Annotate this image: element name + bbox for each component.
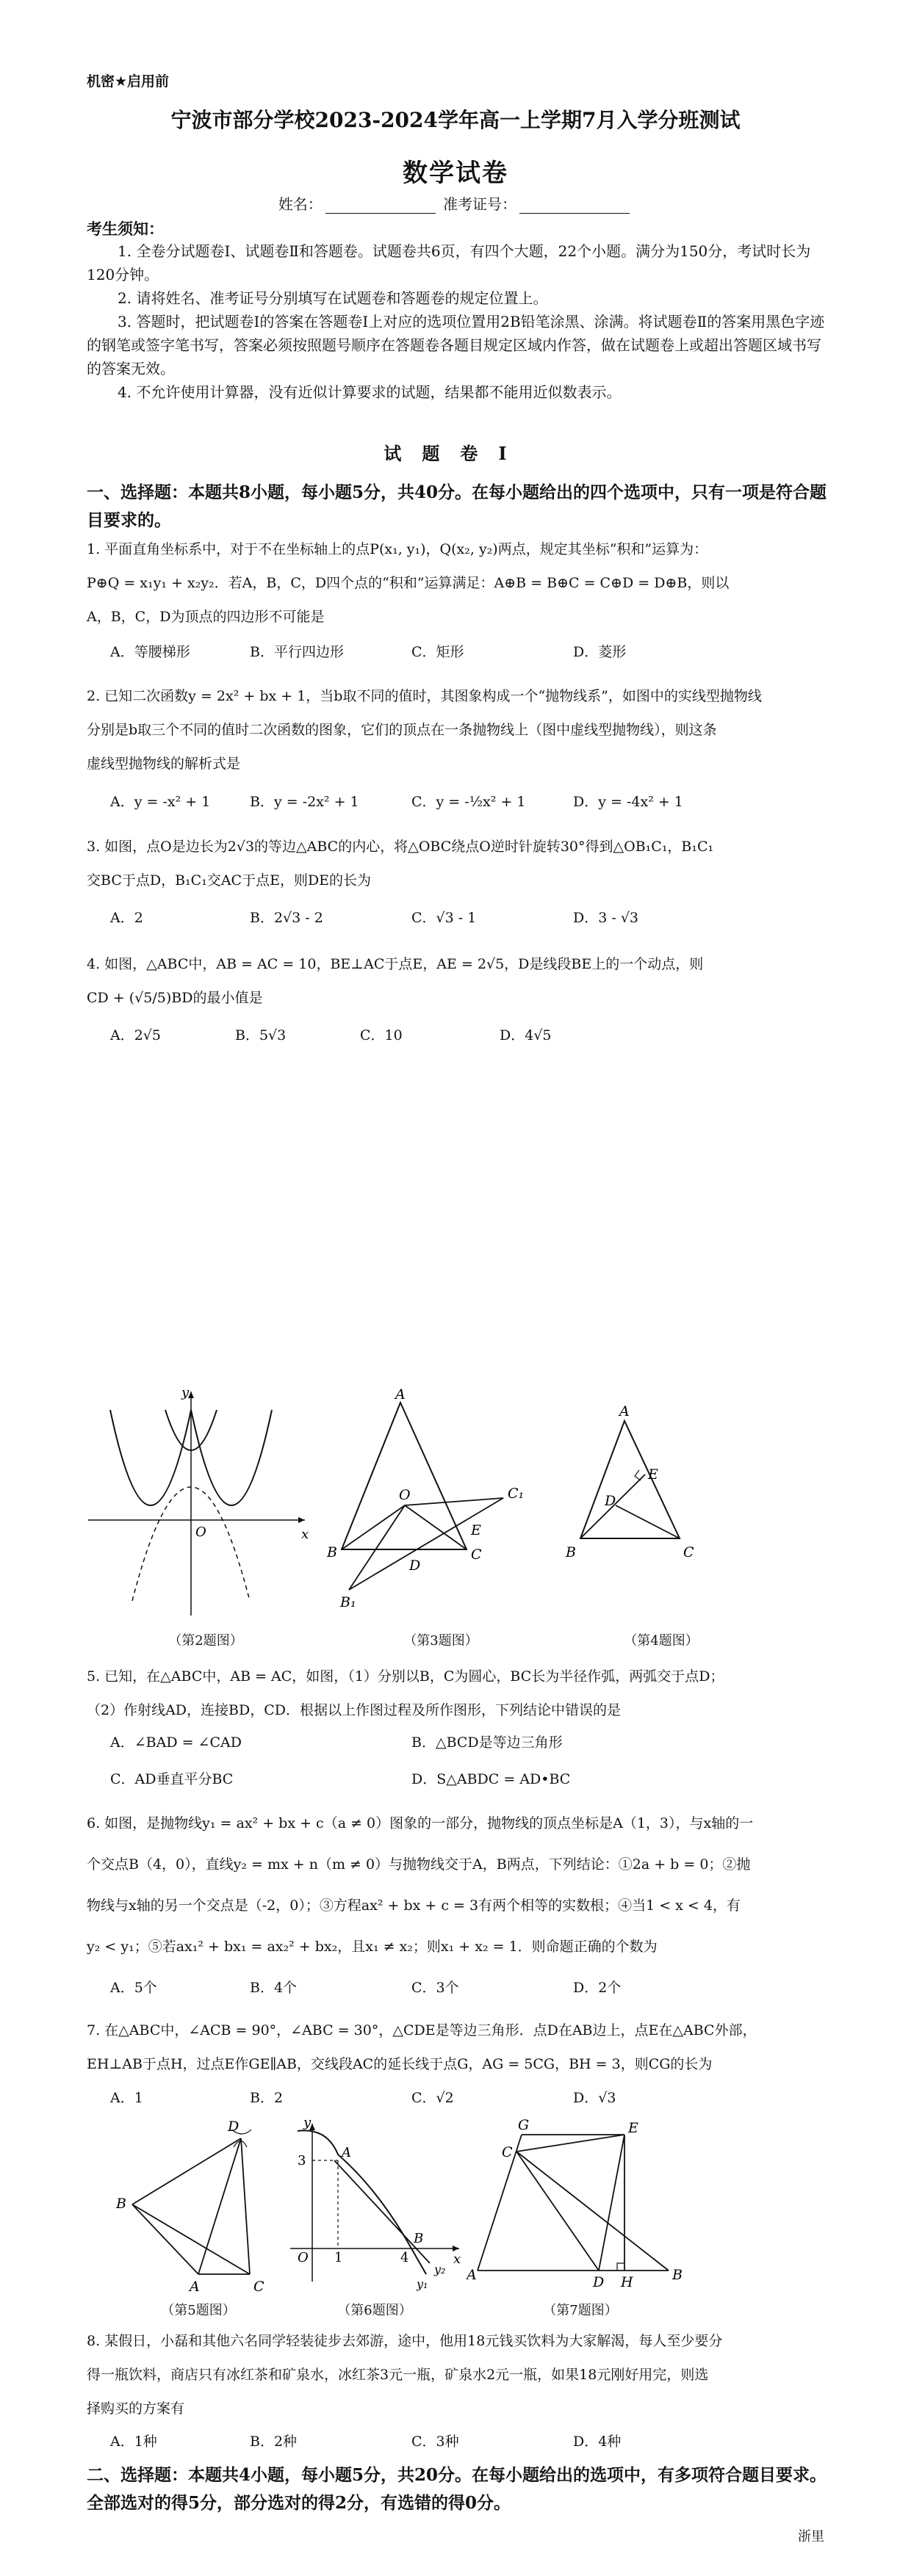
footer-mark: 浙里 xyxy=(798,2529,824,2544)
section-1-heading: 一、选择题：本题共8小题，每小题5分，共40分。在每小题给出的四个选项中，只有一项是符合题目要求的。 xyxy=(87,482,827,530)
q2-option-b: B．y = -2x² + 1 xyxy=(250,794,359,810)
caption-fig-2: （第2题图） xyxy=(168,1633,243,1649)
q2-option-a: A．y = -x² + 1 xyxy=(110,794,211,810)
q2-options xyxy=(110,791,830,820)
q3-option-d: D．3 - √3 xyxy=(573,910,639,926)
svg-text:y₁: y₁ xyxy=(417,2277,428,2291)
exam-title: 宁波市部分学校2023-2024学年高一上学期7月入学分班测试 xyxy=(170,108,741,132)
q5-option-b: B．△BCD是等边三角形 xyxy=(411,1734,563,1751)
q8-line-2: 得一瓶饮料，商店只有冰红茶和矿泉水，冰红茶3元一瓶，矿泉水2元一瓶，如果18元刚好用完，则选 xyxy=(87,2367,709,2383)
notice-body xyxy=(87,239,829,404)
figure-q6-parabola xyxy=(283,2116,467,2293)
q6-line-4: y₂ < y₁；⑤若ax₁² + bx₁ = ax₂² + bx₂，且x₁ ≠ x₂；则x₁ + x₂ = 1．则命题正确的个数为 xyxy=(87,1939,658,1955)
question-4 xyxy=(87,947,829,1015)
q4-option-c: C．10 xyxy=(360,1027,403,1043)
q8-line-1: 8. 某假日，小磊和其他六名同学轻装徒步去郊游，途中，他用18元钱买饮料为大家解渴，每人至少要分 xyxy=(87,2333,723,2349)
q5-option-a: A．∠BAD = ∠CAD xyxy=(110,1734,242,1751)
q6-line-3: 物线与x轴的另一个交点是（-2，0）；③方程ax² + bx + c = 3有两个相等的实数根；④当1 < x < 4，有 xyxy=(87,1897,741,1914)
question-8 xyxy=(87,2324,829,2425)
svg-text:D: D xyxy=(228,2119,240,2135)
q1-line-1: 1. 平面直角坐标系中，对于不在坐标轴上的点P(x₁, y₁)，Q(x₂, y₂)两点，规定其坐标“积和”运算为： xyxy=(87,541,708,557)
q3-options xyxy=(110,907,830,936)
question-3 xyxy=(87,830,829,897)
q4-option-b: B．5√3 xyxy=(235,1027,287,1043)
q7-line-1: 7. 在△ABC中，∠ACB = 90°，∠ABC = 30°，△CDE是等边三角形．点D在AB边上，点E在△ABC外部， xyxy=(87,2022,757,2038)
q7-option-a: A．1 xyxy=(110,2090,143,2106)
figure-q2-parabolas xyxy=(81,1381,316,1623)
q4-option-d: D．4√5 xyxy=(500,1027,552,1043)
q8-line-3: 择购买的方案有 xyxy=(87,2400,185,2417)
svg-text:1: 1 xyxy=(334,2250,343,2265)
notice-heading: 考生须知： xyxy=(87,220,164,238)
svg-text:y₂: y₂ xyxy=(434,2262,446,2276)
figure-q4-triangle xyxy=(558,1403,749,1586)
svg-text:B: B xyxy=(116,2196,126,2212)
question-7 xyxy=(87,2014,829,2081)
caption-fig-4: （第4题图） xyxy=(624,1633,699,1649)
svg-text:D: D xyxy=(593,2274,605,2290)
paper-section-heading: 试题卷Ⅰ xyxy=(384,443,527,464)
figure-q3-triangles xyxy=(327,1388,547,1616)
q5-option-c: C．AD垂直平分BC xyxy=(110,1771,234,1787)
svg-text:y: y xyxy=(181,1385,190,1400)
notice-item-1: 1. 全卷分试题卷Ⅰ、试题卷Ⅱ和答题卷。试题卷共6页，有四个大题，22个小题。满分为150分，考试时长为120分钟。 xyxy=(87,242,811,283)
caption-fig-7: （第7题图） xyxy=(543,2303,618,2318)
notice-item-3: 3. 答题时，把试题卷Ⅰ的答案在答题卷Ⅰ上对应的选项位置用2B铅笔涂黑、涂满。将试题卷Ⅱ的答案用黑色字迹的钢笔或签字笔书写，答案必须按照题号顺序在答题卷各题目规定区域内作答，做在试题卷上或超出答题区域书写的答案无效。 xyxy=(87,313,825,377)
q6-line-1: 6. 如图，是抛物线y₁ = ax² + bx + c（a ≠ 0）图象的一部分，抛物线的顶点坐标是A（1，3），与x轴的一 xyxy=(87,1815,754,1831)
q7-options xyxy=(110,2087,830,2116)
caption-fig-5: （第5题图） xyxy=(161,2303,236,2318)
q7-option-d: D．√3 xyxy=(573,2090,616,2106)
question-5 xyxy=(87,1660,829,1727)
q3-option-b: B．2√3 - 2 xyxy=(250,910,323,926)
q7-option-b: B．2 xyxy=(250,2090,284,2106)
q6-option-b: B．4个 xyxy=(250,1980,298,1996)
svg-text:4: 4 xyxy=(400,2250,409,2265)
notice-item-4: 4. 不允许使用计算器，没有近似计算要求的试题，结果都不能用近似数表示。 xyxy=(118,383,622,401)
svg-text:A: A xyxy=(619,1403,630,1419)
q6-line-2: 个交点B（4，0），直线y₂ = mx + n（m ≠ 0）与抛物线交于A，B两点，下列结论：①2a + b = 0；②抛 xyxy=(87,1856,751,1873)
q5-line-1: 5. 已知，在△ABC中，AB = AC，如图，（1）分别以B，C为圆心，BC长为半径作弧，两弧交于点D； xyxy=(87,1668,724,1685)
question-6 xyxy=(87,1803,829,1967)
notice-item-2: 2. 请将姓名、准考证号分别填写在试题卷和答题卷的规定位置上。 xyxy=(118,289,548,307)
svg-text:C: C xyxy=(502,2144,513,2160)
svg-text:B: B xyxy=(414,2231,424,2246)
svg-text:A: A xyxy=(190,2279,200,2293)
q8-option-d: D．4种 xyxy=(573,2434,622,2450)
name-id-line xyxy=(0,192,911,214)
q7-option-c: C．√2 xyxy=(411,2090,454,2106)
svg-text:B: B xyxy=(566,1544,576,1560)
svg-text:D: D xyxy=(605,1493,616,1509)
svg-text:O: O xyxy=(399,1487,411,1503)
q1-line-2: P⊕Q = x₁y₁ + x₂y₂．若A，B，C，D四个点的“积和”运算满足：A⊕B = B⊕C = C⊕D = D⊕B，则以 xyxy=(87,575,730,591)
svg-text:E: E xyxy=(628,2120,638,2136)
q4-line-1: 4. 如图，△ABC中，AB = AC = 10，BE⊥AC于点E，AE = 2√5，D是线段BE上的一个动点，则 xyxy=(87,956,704,972)
svg-text:E: E xyxy=(471,1522,481,1538)
svg-text:x: x xyxy=(453,2251,461,2267)
svg-text:A: A xyxy=(395,1388,406,1403)
q2-option-c: C．y = -½x² + 1 xyxy=(411,794,526,810)
question-2 xyxy=(87,679,829,781)
q5-option-d: D．S△ABDC = AD•BC xyxy=(411,1771,571,1787)
q3-option-c: C．√3 - 1 xyxy=(411,910,477,926)
svg-text:O: O xyxy=(298,2250,309,2265)
q6-options xyxy=(110,1977,830,2006)
q1-line-3: A，B，C，D为顶点的四边形不可能是 xyxy=(87,609,325,625)
q8-option-a: A．1种 xyxy=(110,2434,157,2450)
q1-option-a: A．等腰梯形 xyxy=(110,644,190,660)
svg-text:A: A xyxy=(342,2145,351,2160)
q3-line-2: 交BC于点D，B₁C₁交AC于点E，则DE的长为 xyxy=(87,872,372,889)
q4-option-a: A．2√5 xyxy=(110,1027,162,1043)
svg-text:B₁: B₁ xyxy=(340,1594,356,1610)
svg-text:B: B xyxy=(672,2267,683,2283)
figure-q5-kite xyxy=(110,2116,287,2293)
q3-option-a: A．2 xyxy=(110,910,143,926)
q6-option-c: C．3个 xyxy=(411,1980,459,1996)
section-2-heading: 二、选择题：本题共4小题，每小题5分，共20分。在每小题给出的选项中，有多项符合题目要求。全部选对的得5分，部分选对的得2分，有选错的得0分。 xyxy=(87,2465,827,2513)
caption-fig-6: （第6题图） xyxy=(337,2303,412,2318)
svg-text:A: A xyxy=(467,2267,477,2283)
q4-options xyxy=(110,1024,830,1054)
q5-options-row-1 xyxy=(110,1732,830,1761)
svg-text:3: 3 xyxy=(298,2153,306,2168)
q3-line-1: 3. 如图，点O是边长为2√3的等边△ABC的内心，将△OBC绕点O逆时针旋转30°得到△OB₁C₁，B₁C₁ xyxy=(87,839,714,855)
q5-options-row-2 xyxy=(110,1768,830,1798)
question-1 xyxy=(87,532,829,634)
svg-text:C: C xyxy=(253,2279,264,2293)
svg-text:O: O xyxy=(195,1524,206,1540)
svg-text:C: C xyxy=(683,1544,694,1560)
id-blank xyxy=(519,200,630,214)
q5-line-2: （2）作射线AD，连接BD，CD．根据以上作图过程及所作图形，下列结论中错误的是 xyxy=(87,1702,622,1718)
q8-options xyxy=(110,2431,830,2460)
q1-option-c: C．矩形 xyxy=(411,644,464,660)
svg-text:E: E xyxy=(648,1466,658,1483)
caption-fig-3: （第3题图） xyxy=(403,1633,478,1649)
id-label: 准考证号： xyxy=(443,195,517,213)
q6-option-a: A．5个 xyxy=(110,1980,157,1996)
q2-line-1: 2. 已知二次函数y = 2x² + bx + 1，当b取不同的值时，其图象构成一个“抛物线系”，如图中的实线型抛物线 xyxy=(87,688,762,704)
confidential-mark: 机密★启用前 xyxy=(87,73,170,90)
q2-line-3: 虚线型抛物线的解析式是 xyxy=(87,756,241,772)
figure-q7-triangles xyxy=(467,2116,687,2293)
svg-text:H: H xyxy=(621,2274,633,2290)
q1-option-d: D．菱形 xyxy=(573,644,627,660)
subject-title: 数学试卷 xyxy=(403,159,508,188)
svg-text:G: G xyxy=(518,2117,530,2133)
q6-option-d: D．2个 xyxy=(573,1980,622,1996)
svg-text:B: B xyxy=(327,1544,337,1560)
svg-text:C₁: C₁ xyxy=(508,1486,525,1502)
q1-option-b: B．平行四边形 xyxy=(250,644,344,660)
svg-text:y: y xyxy=(303,2116,312,2130)
q8-option-b: B．2种 xyxy=(250,2434,298,2450)
name-label: 姓名： xyxy=(278,195,323,213)
q2-option-d: D．y = -4x² + 1 xyxy=(573,794,683,810)
q2-line-2: 分别是b取三个不同的值时二次函数的图象，它们的顶点在一条抛物线上（图中虚线型抛物线），则这条 xyxy=(87,722,717,738)
name-blank xyxy=(325,200,436,214)
q7-line-2: EH⊥AB于点H，过点E作GE∥AB，交线段AC的延长线于点G，AG = 5CG，BH = 3，则CG的长为 xyxy=(87,2056,713,2072)
q1-options xyxy=(110,641,830,670)
q8-option-c: C．3种 xyxy=(411,2434,459,2450)
svg-text:D: D xyxy=(409,1557,421,1574)
svg-text:C: C xyxy=(471,1546,482,1563)
q4-line-2: CD + (√5/5)BD的最小值是 xyxy=(87,990,263,1006)
svg-text:x: x xyxy=(301,1527,309,1542)
